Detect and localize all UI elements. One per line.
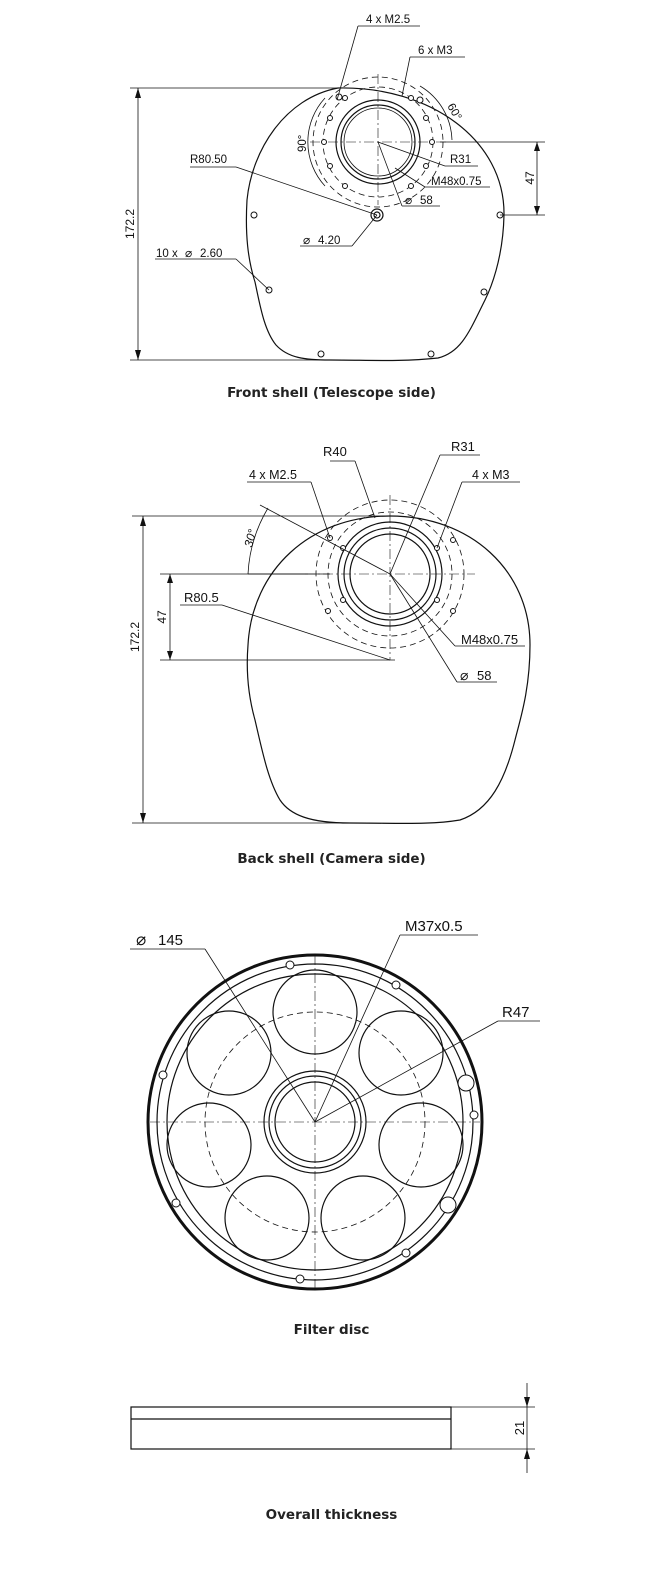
filter-disc-svg — [0, 905, 663, 1305]
disc-filter-hole — [359, 1011, 443, 1095]
front-label-m48: M48x0.75 — [431, 176, 482, 188]
disc-filter-hole — [167, 1103, 251, 1187]
disc-rim-hole — [392, 981, 400, 989]
back-screw-hole — [451, 609, 456, 614]
front-screw-hole — [328, 116, 333, 121]
thickness-profile — [131, 1407, 451, 1449]
front-screw-hole — [343, 96, 348, 101]
front-dim-47-text: 47 — [523, 171, 537, 185]
front-screw-hole — [409, 96, 414, 101]
front-screw-hole — [430, 140, 435, 145]
front-label-r80: R80.50 — [190, 154, 228, 166]
front-edge-hole — [417, 97, 423, 103]
back-shell-caption: Back shell (Camera side) — [237, 851, 426, 867]
back-screw-hole — [451, 538, 456, 543]
front-label-pin-prefix: ⌀ — [303, 233, 311, 247]
back-leader-m25 — [311, 482, 330, 538]
back-label-m48: M48x0.75 — [461, 632, 519, 647]
front-screw-hole — [322, 140, 327, 145]
front-shell-caption: Front shell (Telescope side) — [227, 385, 436, 401]
disc-leader-r47 — [315, 1021, 498, 1122]
back-label-m3: 4 x M3 — [472, 468, 510, 482]
front-label-d58-prefix: ⌀ — [405, 193, 413, 207]
front-label-m3: 6 x M3 — [418, 45, 453, 57]
front-label-edge-prefix: ⌀ — [185, 246, 193, 260]
front-edge-hole — [428, 351, 434, 357]
back-label-r40: R40 — [323, 444, 347, 459]
front-leader-edge — [236, 259, 269, 290]
back-screw-hole — [341, 598, 346, 603]
front-label-d58: 58 — [420, 195, 433, 207]
front-dim-height-text: 172.2 — [123, 208, 137, 240]
disc-filter-hole — [187, 1011, 271, 1095]
front-screw-hole — [343, 184, 348, 189]
disc-rim-hole — [296, 1275, 304, 1283]
disc-rim-hole — [440, 1197, 456, 1213]
back-leader-r40 — [355, 461, 375, 518]
back-screw-hole — [326, 609, 331, 614]
back-screw-hole — [435, 598, 440, 603]
disc-filter-hole — [225, 1176, 309, 1260]
front-edge-hole — [318, 351, 324, 357]
disc-filter-hole — [379, 1103, 463, 1187]
disc-rim-hole — [402, 1249, 410, 1257]
back-shell-drawing — [0, 430, 663, 830]
front-angle-90-text: 90° — [297, 134, 309, 152]
thickness-caption: Overall thickness — [265, 1507, 398, 1523]
back-leader-m48 — [390, 574, 455, 646]
back-leader-m3 — [437, 482, 462, 548]
back-leader-d58 — [390, 574, 457, 682]
back-label-d58: 58 — [477, 668, 492, 683]
front-label-edge-diameter: 2.60 — [200, 248, 223, 260]
disc-label-m37: M37x0.5 — [405, 918, 463, 935]
front-label-m25: 4 x M2.5 — [366, 14, 411, 26]
front-shell-outline — [246, 88, 504, 361]
front-edge-holes — [251, 94, 503, 357]
front-label-pin: 4.20 — [318, 235, 341, 247]
back-label-r31: R31 — [451, 439, 475, 454]
disc-rim-hole — [159, 1071, 167, 1079]
front-leader-m25 — [337, 26, 358, 100]
front-shell-drawing — [0, 0, 663, 380]
disc-label-d145: 145 — [158, 932, 184, 949]
front-screw-hole — [328, 164, 333, 169]
front-leader-m3 — [402, 57, 410, 96]
disc-rim-hole — [172, 1199, 180, 1207]
back-angle-30-text: 30° — [241, 527, 260, 549]
filter-disc-drawing — [0, 905, 663, 1305]
back-label-m25: 4 x M2.5 — [249, 468, 297, 482]
disc-rim-hole — [286, 961, 294, 969]
disc-label-r47: R47 — [502, 1004, 530, 1021]
disc-rim-hole — [458, 1075, 474, 1091]
back-dim-47-text: 47 — [155, 610, 169, 624]
thickness-svg — [0, 1375, 663, 1485]
back-label-r80: R80.5 — [184, 590, 219, 605]
back-dim-height-text: 172.2 — [128, 621, 142, 653]
thickness-dim-text: 21 — [512, 1420, 527, 1436]
filter-disc-caption: Filter disc — [293, 1322, 370, 1338]
disc-label-d145-prefix: ⌀ — [136, 930, 147, 949]
back-label-d58-prefix: ⌀ — [460, 667, 469, 683]
front-leader-pin — [352, 215, 377, 246]
front-screw-hole — [409, 184, 414, 189]
disc-rim-hole — [470, 1111, 478, 1119]
front-shell-svg — [0, 0, 663, 380]
front-leader-d58 — [378, 142, 402, 206]
front-label-r31: R31 — [450, 154, 472, 166]
front-angle-60-text: 60° — [444, 101, 464, 123]
disc-filter-hole — [321, 1176, 405, 1260]
front-edge-hole — [481, 289, 487, 295]
thickness-drawing — [0, 1375, 663, 1485]
front-edge-hole — [251, 212, 257, 218]
front-leader-r80 — [236, 167, 377, 215]
front-screw-hole — [424, 116, 429, 121]
back-shell-svg — [0, 430, 663, 830]
front-label-edge-count: 10 x — [156, 248, 178, 260]
front-screw-hole — [424, 164, 429, 169]
